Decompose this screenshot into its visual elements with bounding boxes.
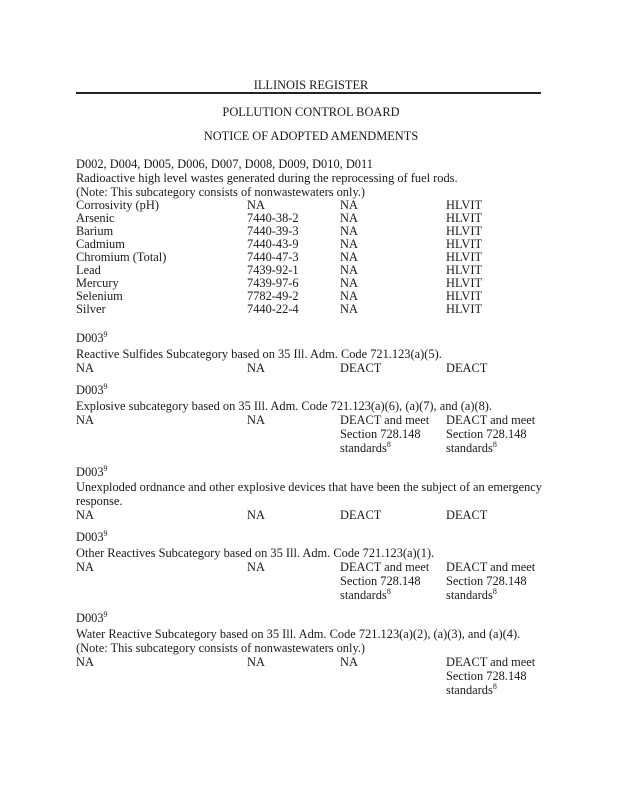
value-cell: DEACT and meet Section 728.148 standards$^8$ xyxy=(446,560,536,602)
nonwastewater-standard: HLVIT xyxy=(446,211,483,225)
value-cell: NA xyxy=(247,560,265,574)
block1-description: Radioactive high level wastes generated during the reprocessing of fuel rods. xyxy=(76,171,458,185)
cas-number: 7440-39-3 xyxy=(247,224,299,238)
value-cell: DEACT xyxy=(340,508,382,522)
wastewater-standard: NA xyxy=(340,198,358,212)
value-cell: NA xyxy=(247,655,265,669)
section-code: $D003^9$ xyxy=(76,609,108,625)
cas-number: 7439-97-6 xyxy=(247,276,299,290)
constituent-name: Barium xyxy=(76,224,114,238)
register-title: ILLINOIS REGISTER xyxy=(253,78,369,92)
section-code: $D003^9$ xyxy=(76,463,108,479)
value-cell: DEACT xyxy=(446,508,488,522)
value-cell: NA xyxy=(247,508,265,522)
constituent-name: Chromium (Total) xyxy=(76,250,167,264)
wastewater-standard: NA xyxy=(340,237,358,251)
wastewater-standard: NA xyxy=(340,276,358,290)
wastewater-standard: NA xyxy=(340,211,358,225)
cas-number: 7440-22-4 xyxy=(247,302,299,316)
section-description: Water Reactive Subcategory based on 35 Ill. Adm. Code 721.123(a)(2), (a)(3), and (a)(4). xyxy=(76,627,521,641)
value-cell: DEACT xyxy=(446,361,488,375)
value-cell: DEACT and meet Section 728.148 standards$^8$ xyxy=(446,413,536,455)
value-cell: DEACT and meet Section 728.148 standards$^8$ xyxy=(446,655,536,697)
value-cell: DEACT and meet Section 728.148 standards$^8$ xyxy=(340,560,430,602)
value-cell: NA xyxy=(76,413,94,427)
value-cell: DEACT and meet Section 728.148 standards$^8$ xyxy=(340,413,430,455)
waste-codes: D002, D004, D005, D006, D007, D008, D009, D010, D011 xyxy=(76,157,373,171)
constituent-name: Silver xyxy=(76,302,106,316)
section-code: $D003^9$ xyxy=(76,528,108,544)
table-row xyxy=(76,303,546,316)
section-note: (Note: This subcategory consists of nonwastewaters only.) xyxy=(76,641,366,655)
constituent-name: Selenium xyxy=(76,289,123,303)
value-cell: NA xyxy=(76,361,94,375)
value-cell: NA xyxy=(247,361,265,375)
constituent-name: Corrosivity (pH) xyxy=(76,198,159,212)
notice-title: NOTICE OF ADOPTED AMENDMENTS xyxy=(203,129,419,143)
value-cell: NA xyxy=(76,560,94,574)
section-code: $D003^9$ xyxy=(76,381,108,397)
agency-title: POLLUTION CONTROL BOARD xyxy=(222,105,400,119)
value-cell: NA xyxy=(247,413,265,427)
nonwastewater-standard: HLVIT xyxy=(446,198,483,212)
value-cell: DEACT xyxy=(340,361,382,375)
section-description: Reactive Sulfides Subcategory based on 35 Ill. Adm. Code 721.123(a)(5). xyxy=(76,347,442,361)
value-cell: NA xyxy=(340,655,358,669)
wastewater-standard: NA xyxy=(340,224,358,238)
constituent-name: Arsenic xyxy=(76,211,115,225)
cas-number: 7782-49-2 xyxy=(247,289,299,303)
wastewater-standard: NA xyxy=(340,302,358,316)
wastewater-standard: NA xyxy=(340,263,358,277)
nonwastewater-standard: HLVIT xyxy=(446,263,483,277)
header-rule xyxy=(76,92,541,94)
cas-number: 7440-43-9 xyxy=(247,237,299,251)
cas-number: 7439-92-1 xyxy=(247,263,299,277)
wastewater-standard: NA xyxy=(340,250,358,264)
cas-number: 7440-38-2 xyxy=(247,211,299,225)
section-description: Explosive subcategory based on 35 Ill. Adm. Code 721.123(a)(6), (a)(7), and (a)(8). xyxy=(76,399,492,413)
block1-note: (Note: This subcategory consists of nonwastewaters only.) xyxy=(76,185,366,199)
value-cell: NA xyxy=(76,655,94,669)
cas-number: 7440-47-3 xyxy=(247,250,299,264)
value-cell: NA xyxy=(76,508,94,522)
nonwastewater-standard: HLVIT xyxy=(446,237,483,251)
constituent-name: Mercury xyxy=(76,276,119,290)
nonwastewater-standard: HLVIT xyxy=(446,289,483,303)
section-description: Other Reactives Subcategory based on 35 Ill. Adm. Code 721.123(a)(1). xyxy=(76,546,435,560)
wastewater-standard: NA xyxy=(340,289,358,303)
constituent-name: Cadmium xyxy=(76,237,125,251)
nonwastewater-standard: HLVIT xyxy=(446,224,483,238)
nonwastewater-standard: HLVIT xyxy=(446,250,483,264)
nonwastewater-standard: HLVIT xyxy=(446,302,483,316)
cas-number: NA xyxy=(247,198,265,212)
nonwastewater-standard: HLVIT xyxy=(446,276,483,290)
constituent-name: Lead xyxy=(76,263,101,277)
section-code: $D003^9$ xyxy=(76,329,108,345)
section-description: Unexploded ordnance and other explosive devices that have been the subject of an emergency response. xyxy=(76,480,542,508)
